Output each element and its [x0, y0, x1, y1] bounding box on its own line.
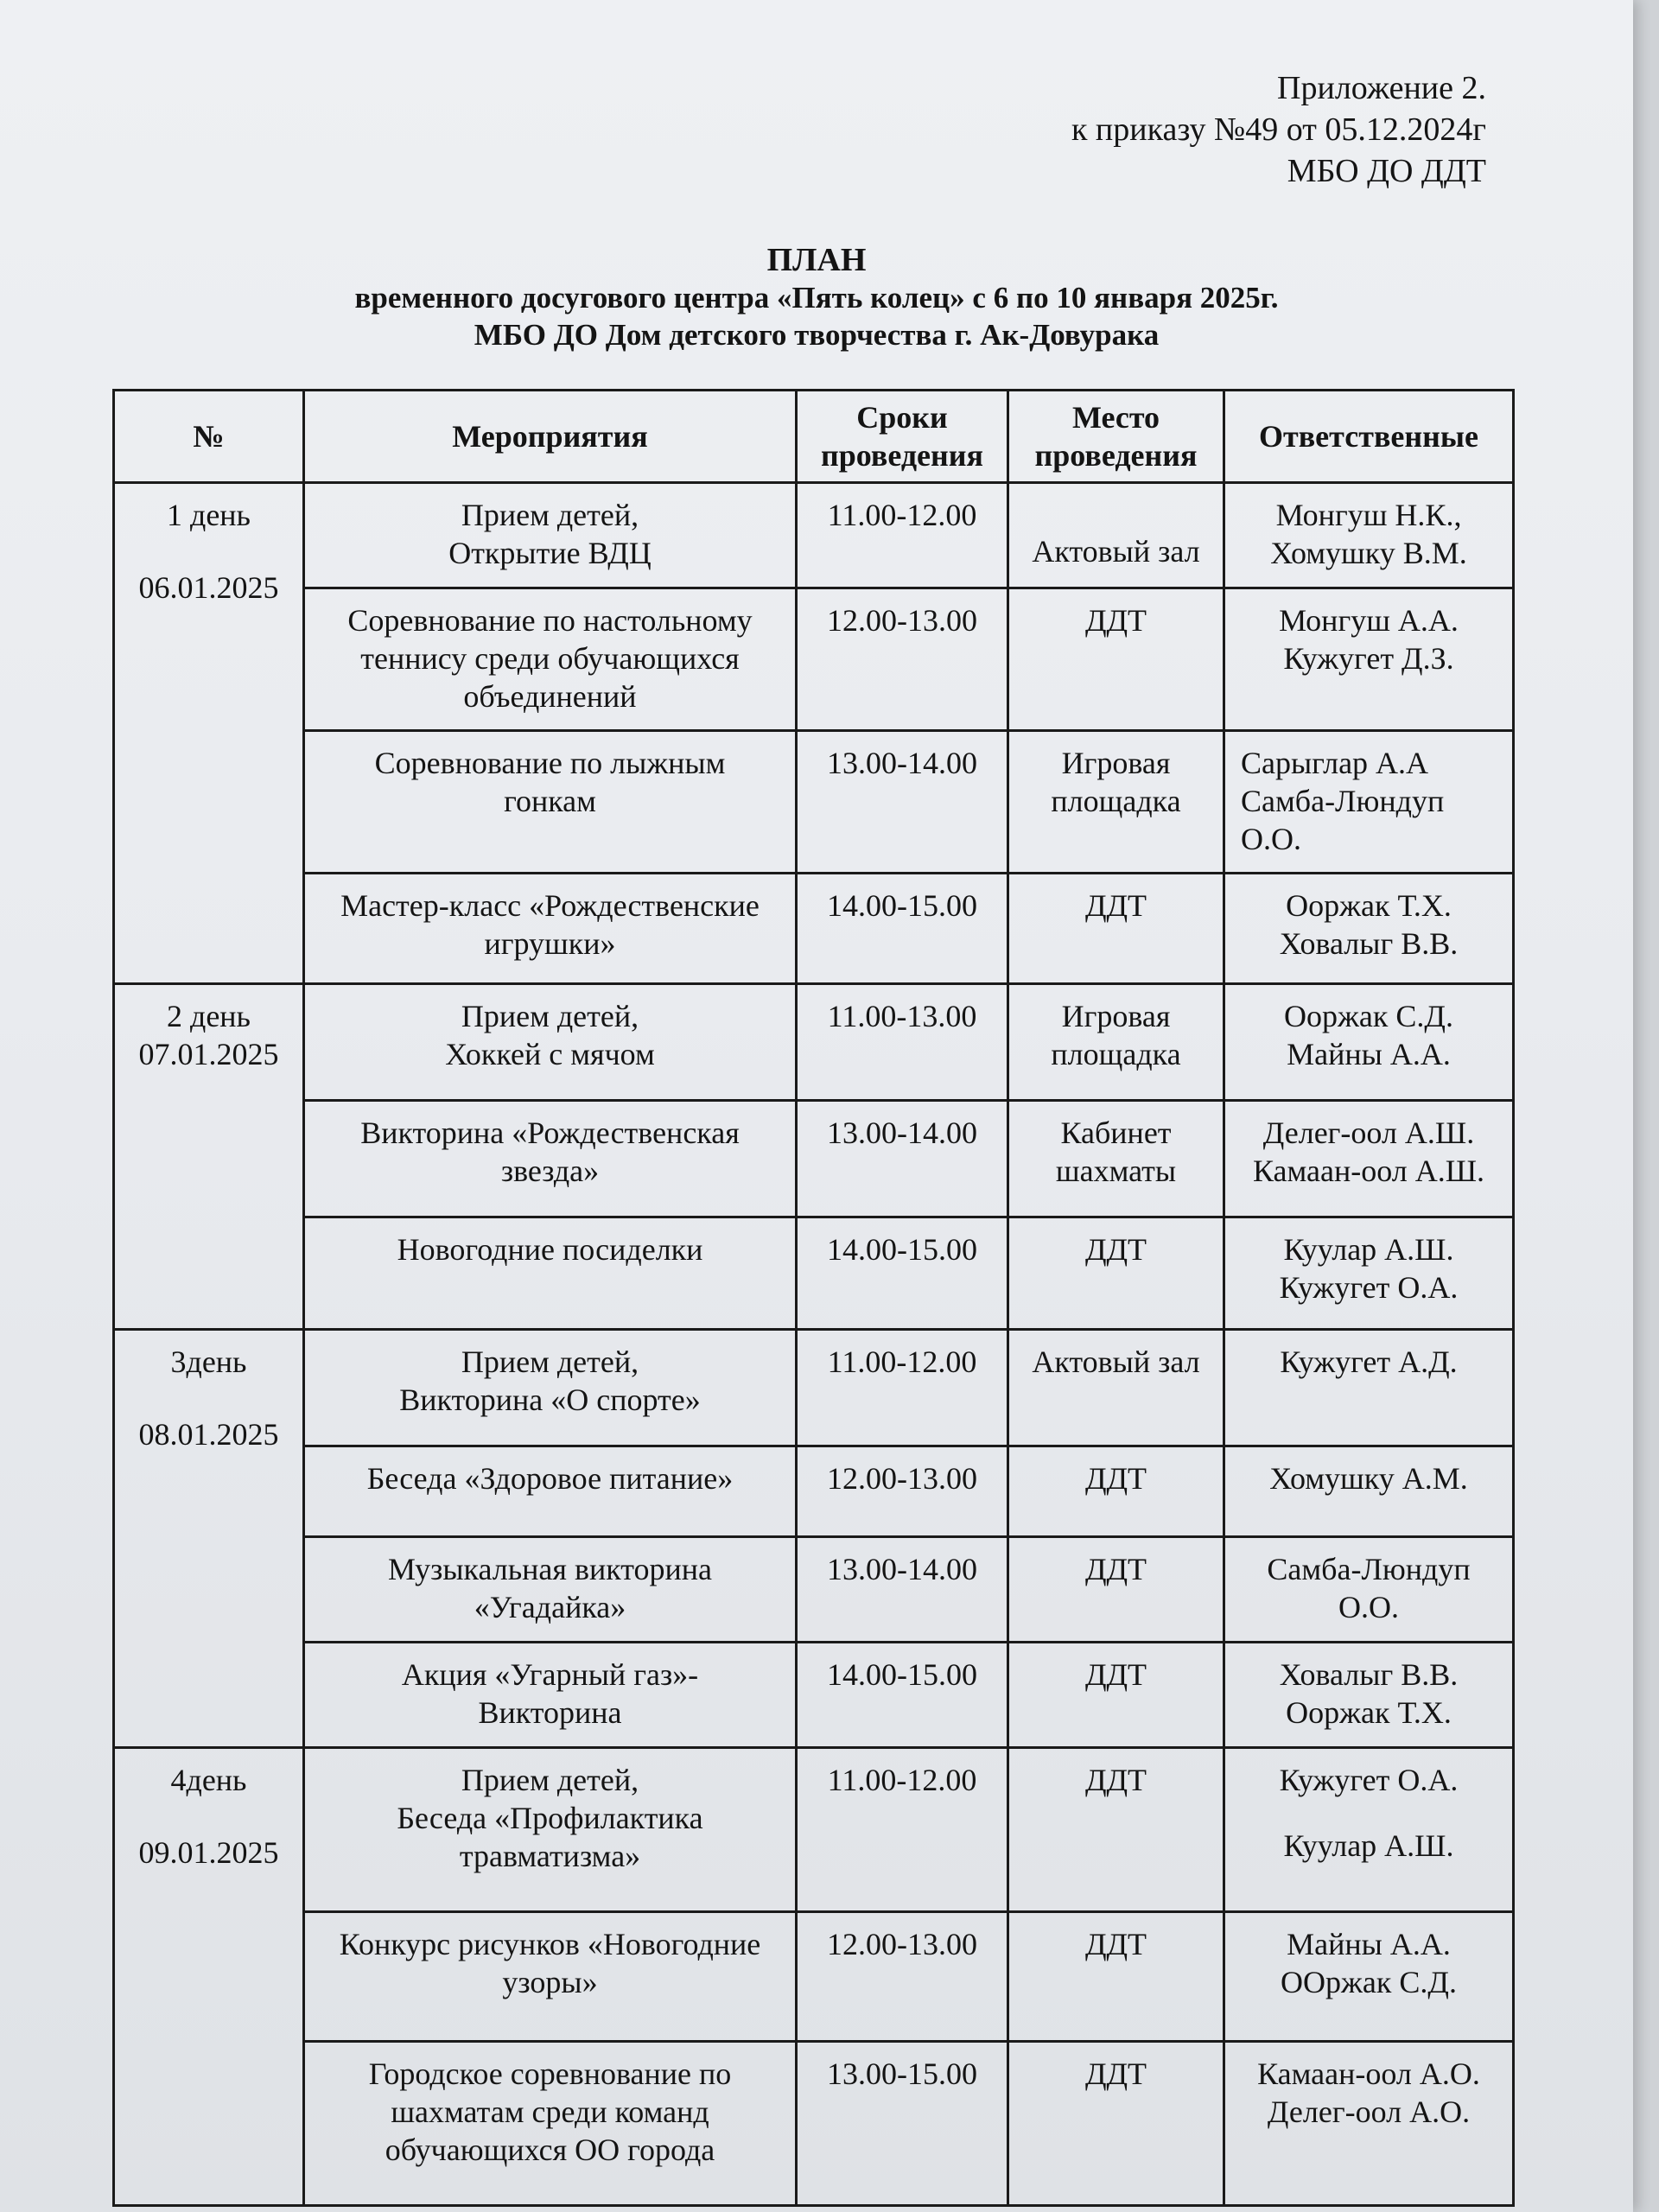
- place-line: ДДТ: [1084, 1657, 1147, 1692]
- time-cell: 13.00-14.00: [797, 1101, 1008, 1217]
- table-row: [114, 588, 1514, 731]
- header-place: [1008, 391, 1224, 483]
- responsible-line: Делег-оол А.О.: [1267, 2094, 1471, 2129]
- event-line: Открытие ВДЦ: [448, 536, 652, 570]
- place-line: ДДТ: [1084, 1232, 1147, 1267]
- place-cell: [1008, 1643, 1224, 1748]
- header-time-line-2: проведения: [821, 438, 983, 473]
- table-row: [114, 1748, 1514, 1912]
- responsible-line: Монгуш А.А.: [1279, 603, 1459, 638]
- event-line: Хоккей с мячом: [445, 1037, 655, 1071]
- responsible-line: Самба-Люндуп: [1267, 1552, 1471, 1586]
- day-date: 09.01.2025: [138, 1835, 279, 1870]
- place-cell: [1008, 1330, 1224, 1446]
- time-cell: 11.00-12.00: [797, 483, 1008, 588]
- day-date: 06.01.2025: [138, 570, 279, 605]
- day-date: 07.01.2025: [138, 1037, 279, 1071]
- responsible-line: Камаан-оол А.Ш.: [1252, 1154, 1485, 1188]
- spacer: [124, 534, 294, 569]
- place-cell: [1008, 731, 1224, 874]
- responsible-line: Камаан-оол А.О.: [1257, 2056, 1480, 2091]
- day-label: 4день: [170, 1763, 247, 1797]
- table-row: [114, 483, 1514, 588]
- place-line: ДДТ: [1084, 1927, 1147, 1961]
- spacer: [124, 1799, 294, 1834]
- day-cell: [114, 984, 304, 1330]
- day-label: 1 день: [167, 498, 251, 532]
- annex-line-1: Приложение 2.: [1277, 70, 1486, 106]
- responsible-line: Сарыглар А.А: [1241, 746, 1429, 780]
- event-line: Соревнование по лыжным: [374, 746, 726, 780]
- table-row: [114, 1537, 1514, 1643]
- place-line: ДДТ: [1084, 888, 1147, 923]
- place-line: ДДТ: [1084, 2056, 1147, 2091]
- responsible-line: Ооржак С.Д.: [1284, 999, 1453, 1033]
- annex-header: [1071, 67, 1486, 192]
- place-line: площадка: [1051, 784, 1181, 818]
- time-cell: 11.00-13.00: [797, 984, 1008, 1101]
- annex-line-3: МБО ДО ДДТ: [1287, 153, 1486, 189]
- responsible-cell: [1224, 1330, 1514, 1446]
- event-cell: [304, 1912, 797, 2042]
- responsible-line: Куулар А.Ш.: [1283, 1232, 1454, 1267]
- responsible-line: Майны А.А.: [1287, 1037, 1451, 1071]
- day-label: 2 день: [167, 999, 251, 1033]
- time-cell: 13.00-14.00: [797, 1537, 1008, 1643]
- time-cell: 14.00-15.00: [797, 1217, 1008, 1330]
- event-line: Викторина: [478, 1695, 622, 1730]
- event-line: Соревнование по настольному: [347, 603, 753, 638]
- responsible-line: Майны А.А.: [1287, 1927, 1451, 1961]
- responsible-line: Ховалыг В.В.: [1279, 1657, 1459, 1692]
- table-header-row: [114, 391, 1514, 483]
- header-num: №: [114, 391, 304, 483]
- responsible-cell: [1224, 483, 1514, 588]
- event-line: Беседа «Здоровое питание»: [366, 1461, 734, 1496]
- event-line: Прием детей,: [461, 1763, 639, 1797]
- time-cell: 11.00-12.00: [797, 1748, 1008, 1912]
- header-time: [797, 391, 1008, 483]
- table-row: [114, 1446, 1514, 1537]
- responsible-line: Кужугет О.А.: [1279, 1270, 1459, 1305]
- event-cell: [304, 984, 797, 1101]
- event-line: «Угадайка»: [474, 1590, 626, 1624]
- event-line: гонкам: [504, 784, 596, 818]
- responsible-line: Монгуш Н.К.,: [1275, 498, 1462, 532]
- responsible-cell: [1224, 874, 1514, 984]
- responsible-line: Делег-оол А.Ш.: [1262, 1116, 1475, 1150]
- responsible-cell: [1224, 1748, 1514, 1912]
- event-cell: [304, 1537, 797, 1643]
- responsible-line: Ховалыг В.В.: [1279, 926, 1459, 961]
- event-line: травматизма»: [459, 1839, 641, 1873]
- responsible-cell: [1224, 1643, 1514, 1748]
- time-cell: 13.00-15.00: [797, 2042, 1008, 2206]
- event-line: Новогодние посиделки: [397, 1232, 703, 1267]
- table-row: [114, 1217, 1514, 1330]
- header-event: Мероприятия: [304, 391, 797, 483]
- event-line: Конкурс рисунков «Новогодние: [339, 1927, 761, 1961]
- responsible-line: Ооржак Т.Х.: [1286, 1695, 1452, 1730]
- time-cell: 12.00-13.00: [797, 1446, 1008, 1537]
- place-line: Игровая: [1061, 999, 1171, 1033]
- table-row: [114, 2042, 1514, 2206]
- place-line: шахматы: [1055, 1154, 1177, 1188]
- place-cell: [1008, 984, 1224, 1101]
- event-cell: [304, 1101, 797, 1217]
- event-line: теннису среди обучающихся: [360, 641, 740, 676]
- event-line: объединений: [463, 679, 637, 714]
- event-line: Мастер-класс «Рождественские: [340, 888, 760, 923]
- table-row: [114, 1912, 1514, 2042]
- table-row: [114, 1101, 1514, 1217]
- responsible-line: Кужугет А.Д.: [1280, 1344, 1458, 1379]
- event-cell: [304, 588, 797, 731]
- day-label: 3день: [170, 1344, 247, 1379]
- header-place-line-1: Место: [1071, 400, 1160, 435]
- place-line: ДДТ: [1084, 603, 1147, 638]
- responsible-line: Хомушку А.М.: [1269, 1461, 1468, 1496]
- responsible-cell: [1224, 731, 1514, 874]
- place-cell: [1008, 1537, 1224, 1643]
- event-line: Прием детей,: [461, 1344, 639, 1379]
- plan-table: [112, 389, 1515, 2207]
- table-row: [114, 1643, 1514, 1748]
- responsible-cell: [1224, 1101, 1514, 1217]
- event-cell: [304, 874, 797, 984]
- event-line: Беседа «Профилактика: [397, 1801, 703, 1835]
- time-cell: 14.00-15.00: [797, 874, 1008, 984]
- place-cell: [1008, 1101, 1224, 1217]
- table-row: [114, 731, 1514, 874]
- place-line: Игровая: [1061, 746, 1171, 780]
- place-cell: [1008, 483, 1224, 588]
- place-line: Кабинет: [1060, 1116, 1172, 1150]
- responsible-line: ООржак С.Д.: [1281, 1965, 1457, 1999]
- time-cell: 12.00-13.00: [797, 1912, 1008, 2042]
- responsible-line: Кужугет Д.З.: [1283, 641, 1454, 676]
- event-line: шахматам среди команд: [391, 2094, 709, 2129]
- event-line: Акция «Угарный газ»-: [401, 1657, 699, 1692]
- time-cell: 14.00-15.00: [797, 1643, 1008, 1748]
- responsible-cell: [1224, 1537, 1514, 1643]
- event-line: узоры»: [502, 1965, 598, 1999]
- table-row: [114, 984, 1514, 1101]
- event-cell: [304, 1330, 797, 1446]
- place-line: Актовый зал: [1032, 534, 1200, 569]
- time-cell: 13.00-14.00: [797, 731, 1008, 874]
- place-cell: [1008, 588, 1224, 731]
- title-line-3: МБО ДО Дом детского творчества г. Ак-Довурака: [474, 318, 1160, 352]
- place-cell: [1008, 1912, 1224, 2042]
- day-cell: [114, 483, 304, 984]
- table-row: [114, 874, 1514, 984]
- event-cell: [304, 731, 797, 874]
- place-line: ДДТ: [1084, 1552, 1147, 1586]
- event-line: Прием детей,: [461, 999, 639, 1033]
- event-line: звезда»: [500, 1154, 600, 1188]
- table-body: [114, 483, 1514, 2206]
- day-date: 08.01.2025: [138, 1417, 279, 1452]
- event-cell: [304, 1643, 797, 1748]
- responsible-line: О.О.: [1241, 822, 1301, 856]
- responsible-line: О.О.: [1338, 1590, 1399, 1624]
- header-responsible: Ответственные: [1224, 391, 1514, 483]
- responsible-cell: [1224, 588, 1514, 731]
- event-cell: [304, 1446, 797, 1537]
- event-line: Музыкальная викторина: [388, 1552, 712, 1586]
- place-cell: [1008, 1748, 1224, 1912]
- place-cell: [1008, 874, 1224, 984]
- responsible-cell: [1224, 1912, 1514, 2042]
- event-cell: [304, 1217, 797, 1330]
- responsible-cell: [1224, 2042, 1514, 2206]
- table-row: [114, 1330, 1514, 1446]
- responsible-cell: [1224, 1217, 1514, 1330]
- place-line: ДДТ: [1084, 1763, 1147, 1797]
- spacer: [1234, 1799, 1503, 1827]
- responsible-line: Самба-Люндуп: [1241, 784, 1445, 818]
- event-line: игрушки»: [484, 926, 616, 961]
- responsible-cell: [1224, 1446, 1514, 1537]
- responsible-line: Кужугет О.А.: [1279, 1763, 1459, 1797]
- event-cell: [304, 2042, 797, 2206]
- responsible-line: Ооржак Т.Х.: [1286, 888, 1452, 923]
- title-line-2: временного досугового центра «Пять колец» с 6 по 10 января 2025г.: [354, 281, 1279, 315]
- event-line: Прием детей,: [461, 498, 639, 532]
- time-cell: 12.00-13.00: [797, 588, 1008, 731]
- document-title: [0, 242, 1633, 353]
- event-cell: [304, 1748, 797, 1912]
- event-line: Викторина «Рождественская: [360, 1116, 740, 1150]
- place-cell: [1008, 2042, 1224, 2206]
- event-line: обучающихся ОО города: [385, 2133, 715, 2167]
- time-cell: 11.00-12.00: [797, 1330, 1008, 1446]
- place-line: площадка: [1051, 1037, 1181, 1071]
- place-cell: [1008, 1217, 1224, 1330]
- header-place-line-2: проведения: [1034, 438, 1198, 473]
- day-cell: [114, 1330, 304, 1748]
- responsible-line: Хомушку В.М.: [1270, 536, 1467, 570]
- place-line: Актовый зал: [1032, 1344, 1200, 1379]
- event-line: Городское соревнование по: [368, 2056, 732, 2091]
- header-time-line-1: Сроки: [856, 400, 948, 435]
- responsible-cell: [1224, 984, 1514, 1101]
- place-cell: [1008, 1446, 1224, 1537]
- title-line-1: ПЛАН: [766, 242, 867, 278]
- place-line: ДДТ: [1084, 1461, 1147, 1496]
- spacer: [124, 1381, 294, 1415]
- day-cell: [114, 1748, 304, 2206]
- responsible-line: Куулар А.Ш.: [1283, 1828, 1454, 1863]
- annex-line-2: к приказу №49 от 05.12.2024г: [1071, 111, 1486, 148]
- event-cell: [304, 483, 797, 588]
- event-line: Викторина «О спорте»: [399, 1382, 701, 1417]
